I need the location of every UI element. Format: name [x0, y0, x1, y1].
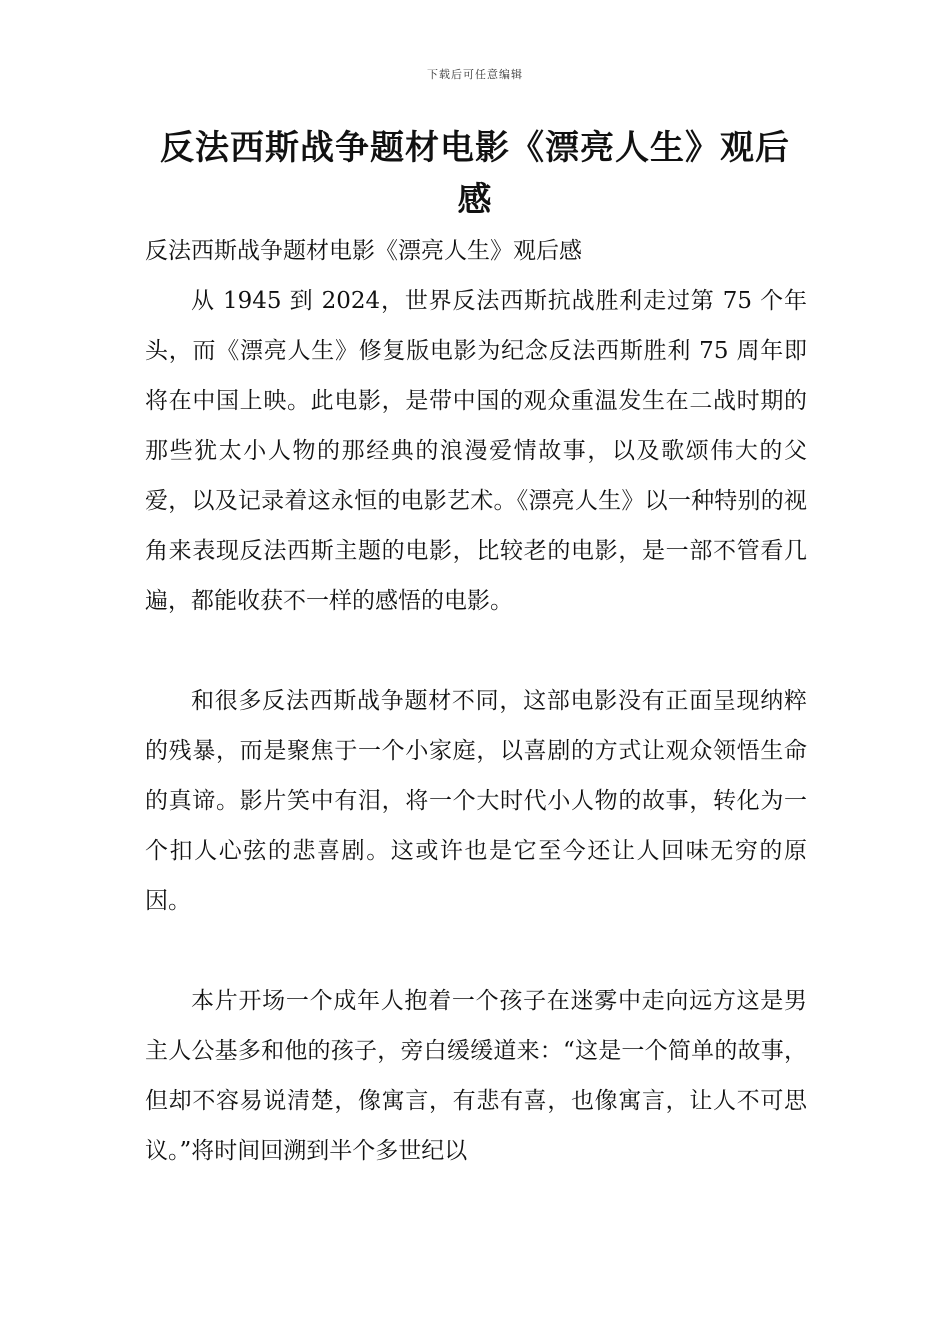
- paragraph-spacer: [145, 926, 807, 976]
- header-note: 下载后可任意编辑: [427, 68, 523, 81]
- document-body: [145, 226, 807, 1176]
- paragraph-3: 本片开场一个成年人抱着一个孩子在迷雾中走向远方这是男主人公基多和他的孩子，旁白缓缓道来：“这是一个简单的故事，但却不容易说清楚，像寓言，有悲有喜，也像寓言，让人不可思议。”将时间回溯到半个多世纪以: [145, 988, 807, 1164]
- paragraph-2: 和很多反法西斯战争题材不同，这部电影没有正面呈现纳粹的残暴，而是聚焦于一个小家庭，以喜剧的方式让观众领悟生命的真谛。影片笑中有泪，将一个大时代小人物的故事，转化为一个扣人心弦的悲喜剧。这或许也是它至今还让人回味无穷的原因。: [145, 688, 807, 914]
- document-title: 反法西斯战争题材电影《漂亮人生》观后感: [160, 128, 790, 220]
- paragraph-spacer: [145, 626, 807, 676]
- paragraph-1: 从 1945 到 2024，世界反法西斯抗战胜利走过第 75 个年头，而《漂亮人生》修复版电影为纪念反法西斯胜利 75 周年即将在中国上映。此电影，是带中国的观众重温发生在二战时期的那些犹太小人物的那经典的浪漫爱情故事，以及歌颂伟大的父爱，以及记录着这永恒的电影艺术。《漂亮人生》以一种特别的视角来表现反法西斯主题的电影，比较老的电影，是一部不管看几遍，都能收获不一样的感悟的电影。: [145, 288, 807, 614]
- document-subtitle: 反法西斯战争题材电影《漂亮人生》观后感: [145, 238, 582, 264]
